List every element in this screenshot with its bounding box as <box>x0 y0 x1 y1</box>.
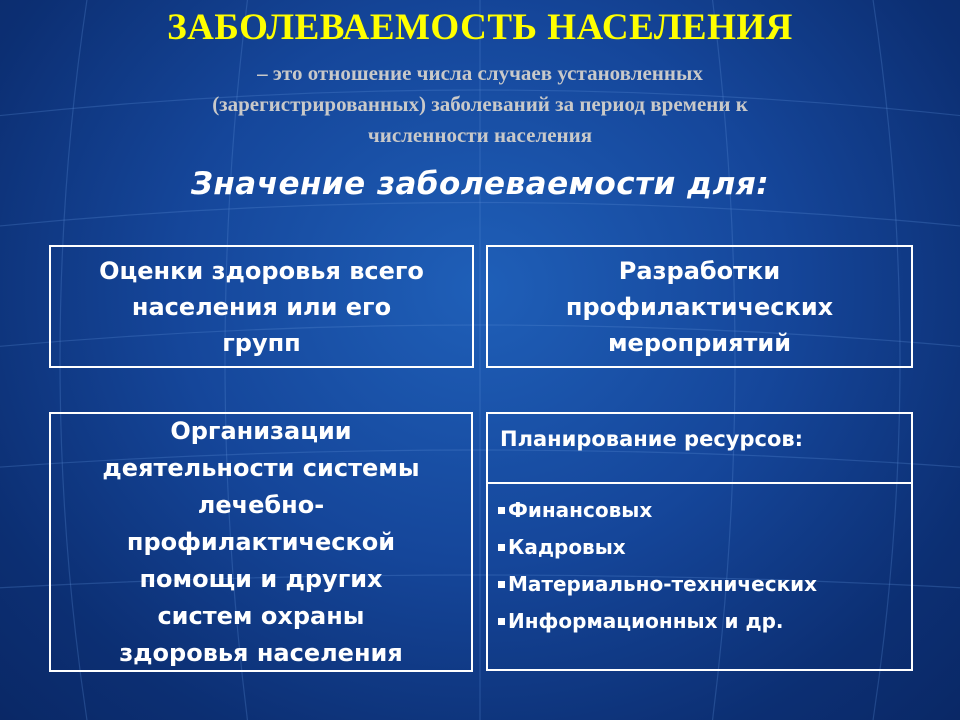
bullet-square-icon <box>498 618 505 625</box>
definition-line: – это отношение числа случаев установленных <box>257 61 703 85</box>
prevention-box <box>486 245 913 368</box>
definition-line: численности населения <box>367 123 593 147</box>
box-text-line: Организации <box>170 416 352 445</box>
health-assessment-box <box>49 245 474 368</box>
page-title: ЗАБОЛЕВАЕМОСТЬ НАСЕЛЕНИЯ <box>167 7 793 48</box>
list-item-label: Кадровых <box>508 535 626 559</box>
list-item-label: Финансовых <box>508 498 653 522</box>
box-text-line: населения или его <box>131 292 392 321</box>
box-text-line: лечебно- <box>197 490 325 519</box>
box-text-line: мероприятий <box>607 328 792 357</box>
box-text-line: помощи и других <box>139 564 383 593</box>
list-item <box>498 566 911 603</box>
box-text-line: здоровья населения <box>119 638 403 667</box>
box-text-line: профилактической <box>126 527 396 556</box>
resource-list <box>488 484 911 640</box>
box-text-line: Оценки здоровья всего <box>99 256 424 285</box>
box-text-line: профилактических <box>565 292 834 321</box>
list-item-label: Информационных и др. <box>508 609 784 633</box>
resource-planning-box <box>486 412 913 671</box>
list-item-label: Материально-технических <box>508 572 818 596</box>
resource-planning-header: Планирование ресурсов: <box>488 414 911 484</box>
bullet-square-icon <box>498 544 505 551</box>
bullet-square-icon <box>498 507 505 514</box>
list-item <box>498 492 911 529</box>
box-text-line: деятельности системы <box>102 453 420 482</box>
organization-box <box>49 412 473 672</box>
definition-text <box>90 58 870 151</box>
box-text-line: групп <box>222 328 301 357</box>
box-text-line: систем охраны <box>157 601 365 630</box>
list-item <box>498 603 911 640</box>
definition-line: (зарегистрированных) заболеваний за период времени к <box>212 92 748 116</box>
bullet-square-icon <box>498 581 505 588</box>
list-item <box>498 529 911 566</box>
section-heading: Значение заболеваемости для: <box>190 166 770 202</box>
box-text-line: Разработки <box>618 256 781 285</box>
